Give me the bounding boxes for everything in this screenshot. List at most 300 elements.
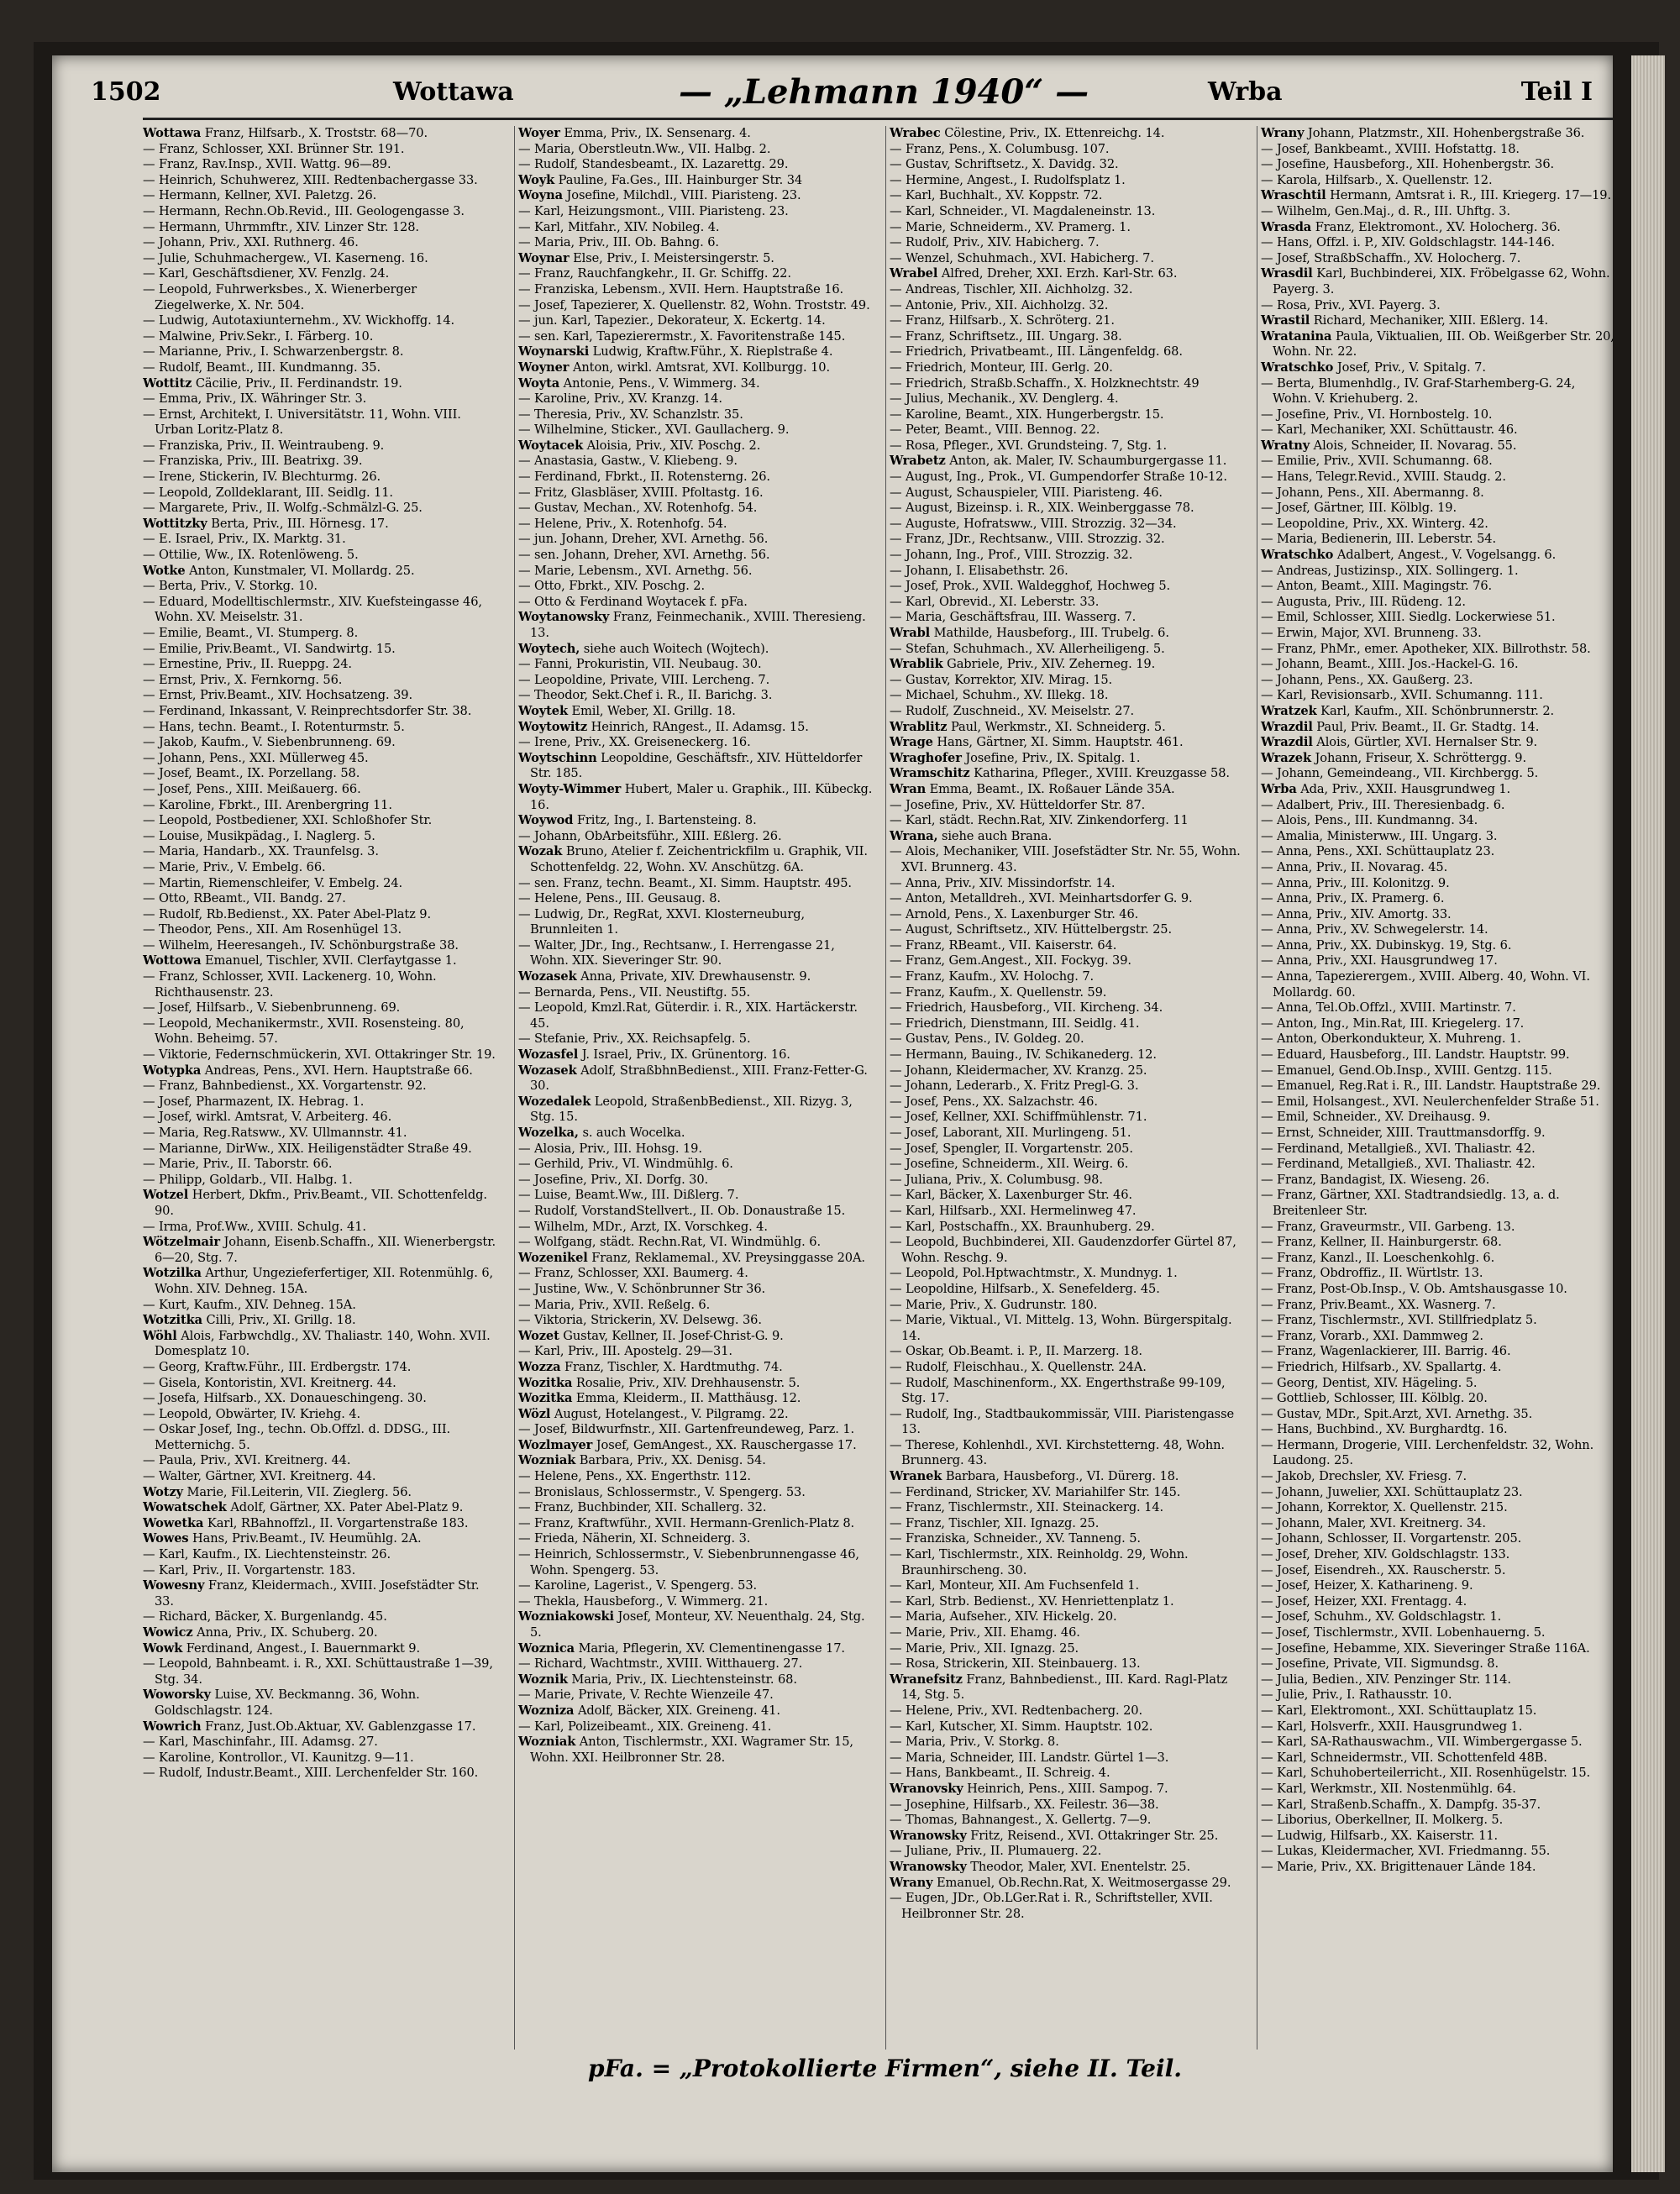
directory-entry: — Ludwig, Dr., RegRat, XXVI. Klosterneuburg, Brunnleiten 1.: [518, 906, 805, 937]
directory-entry: — Marie, Priv., XX. Brigittenauer Lände 184.: [1261, 1859, 1536, 1874]
directory-entry: — Anna, Priv., XIV. Amortg. 33.: [1261, 906, 1452, 921]
directory-entry: — Emilie, Priv., XVII. Schumanng. 68.: [1261, 454, 1493, 469]
directory-entry: — Marie, Viktual., VI. Mittelg. 13, Wohn. Bürgerspitalg. 14.: [890, 1313, 1232, 1343]
directory-entry: — Rudolf, Standesbeamt., IX. Lazarettg. 29.: [518, 157, 789, 172]
directory-entry: — Franz, JDr., Rechtsanw., VIII. Strozzig. 32.: [890, 532, 1165, 547]
directory-entry: Woznica Maria, Pflegerin, XV. Clementinengasse 17.: [518, 1640, 845, 1656]
directory-entry: — Franz, Wagenlackierer, III. Barrig. 46.: [1261, 1344, 1511, 1359]
directory-entry: Wotypka Andreas, Pens., XVI. Hern. Hauptstraße 66.: [143, 1063, 473, 1078]
directory-entry: — Josef, Bankbeamt., XVIII. Hofstattg. 18.: [1261, 141, 1520, 156]
directory-entry: — Franziska, Priv., III. Beatrixg. 39.: [143, 454, 363, 469]
directory-entry: — Richard, Bäcker, X. Burgenlandg. 45.: [143, 1609, 387, 1625]
directory-entry: — Anna, Tapezierergem., XVIII. Alberg. 40, Wohn. VI. Mollardg. 60.: [1261, 969, 1590, 1000]
directory-entry: — Ferdinand, Inkassant, V. Reinprechtsdorfer Str. 38.: [143, 703, 472, 718]
directory-entry: — Hans, Telegr.Revid., XVIII. Staudg. 2.: [1261, 470, 1506, 485]
directory-entry: — Leopoldine, Priv., XX. Winterg. 42.: [1261, 516, 1488, 531]
directory-entry: — Karl, SA-Rathauswachm., VII. Wimbergergasse 5.: [1261, 1735, 1583, 1750]
directory-entry: — Jakob, Kaufm., V. Siebenbrunneng. 69.: [143, 735, 396, 750]
directory-entry: — Josef, Schuhm., XV. Goldschlagstr. 1.: [1261, 1609, 1502, 1625]
directory-entry: — Anton, Oberkondukteur, X. Muhreng. 1.: [1261, 1031, 1521, 1047]
directory-entry: — Karl, Mitfahr., XIV. Nobileg. 4.: [518, 219, 720, 234]
directory-entry: — Franz, Rav.Insp., XVII. Wattg. 96—89.: [143, 157, 391, 172]
directory-entry: — Marie, Priv., X. Gudrunstr. 180.: [890, 1297, 1098, 1312]
directory-entry: — Franz, RBeamt., VII. Kaiserstr. 64.: [890, 937, 1117, 953]
directory-entry: — Johann, Pens., XII. Abermanng. 8.: [1261, 485, 1484, 500]
directory-entry: — Karl, Mechaniker, XXI. Schüttaustr. 46.: [1261, 423, 1518, 438]
page-title: — „Lehmann 1940“ —: [679, 72, 1089, 112]
directory-entry: — Anton, Ing., Min.Rat, III. Kriegelerg. 17.: [1261, 1016, 1525, 1031]
directory-entry: — Bernarda, Pens., VII. Neustiftg. 55.: [518, 984, 751, 1000]
directory-entry: — Otto, RBeamt., VII. Bandg. 27.: [143, 891, 346, 906]
directory-entry: — Lukas, Kleidermacher, XVI. Friedmanng. 55.: [1261, 1844, 1551, 1859]
directory-entry: — Ottilie, Ww., IX. Rotenlöweng. 5.: [143, 548, 359, 563]
directory-entry: Wrasdil Karl, Buchbinderei, XIX. Fröbelgasse 62, Wohn. Payerg. 3.: [1261, 266, 1610, 297]
directory-entry: — Karl, Schneidermstr., VII. Schottenfeld 48B.: [1261, 1750, 1547, 1765]
directory-entry: — Arnold, Pens., X. Laxenburger Str. 46.: [890, 906, 1139, 921]
directory-entry: — Theodor, Sekt.Chef i. R., II. Barichg. 3.: [518, 688, 773, 703]
directory-entry: — Josephine, Hilfsarb., XX. Feilestr. 36—38.: [890, 1797, 1159, 1812]
directory-entry: — Franz, Hilfsarb., X. Schröterg. 21.: [890, 313, 1115, 328]
directory-entry: — Stefan, Schuhmach., XV. Allerheiligeng. 5.: [890, 641, 1165, 656]
directory-entry: — Leopold, Fuhrwerksbes., X. Wienerberger Ziegelwerke, X. Nr. 504.: [143, 281, 417, 312]
directory-entry: — Gustav, Pens., IV. Goldeg. 20.: [890, 1031, 1084, 1047]
directory-entry: — August, Ing., Prok., VI. Gumpendorfer Straße 10-12.: [890, 470, 1227, 485]
directory-entry: — Hans, Buchbind., XV. Burghardtg. 16.: [1261, 1422, 1508, 1437]
directory-entry: — Johann, Ing., Prof., VIII. Strozzig. 32.: [890, 548, 1133, 563]
directory-entry: Wottitz Cäcilie, Priv., II. Ferdinandstr. 19.: [143, 375, 402, 391]
directory-entry: Wrazdil Paul, Priv. Beamt., II. Gr. Stadtg. 14.: [1261, 719, 1540, 734]
directory-entry: — Bronislaus, Schlossermstr., V. Spengerg. 53.: [518, 1484, 806, 1499]
directory-entry: — Josef, Laborant, XII. Murlingeng. 51.: [890, 1126, 1131, 1140]
directory-entry: Woworsky Luise, XV. Beckmanng. 36, Wohn. Goldschlagstr. 124.: [143, 1687, 420, 1718]
directory-entry: — Josef, Beamt., IX. Porzellang. 58.: [143, 766, 360, 781]
directory-entry: — Franz, Post-Ob.Insp., V. Ob. Amtshausgasse 10.: [1261, 1281, 1567, 1296]
directory-entry: — Alois, Mechaniker, VIII. Josefstädter Str. Nr. 55, Wohn. XVI. Brunnerg. 43.: [890, 844, 1241, 874]
directory-entry: — Ernst, Schneider, XIII. Trauttmansdorffg. 9.: [1261, 1126, 1546, 1140]
directory-entry: Wozlmayer Josef, GemAngest., XX. Rauschergasse 17.: [518, 1437, 857, 1452]
left-keyword: Wottawa: [393, 77, 514, 107]
directory-entry: Wozasfel J. Israel, Priv., IX. Grünentorg. 16.: [518, 1047, 790, 1063]
directory-entry: Wowes Hans, Priv.Beamt., IV. Heumühlg. 2A.: [143, 1531, 422, 1546]
directory-entry: — Emilie, Beamt., VI. Stumperg. 8.: [143, 626, 359, 640]
directory-entry: Wowicz Anna, Priv., IX. Schuberg. 20.: [143, 1625, 378, 1640]
directory-entry: — Hermann, Uhrmmftr., XIV. Linzer Str. 128.: [143, 219, 419, 234]
directory-entry: Woytschinn Leopoldine, Geschäftsfr., XIV. Hütteldorfer Str. 185.: [518, 750, 863, 781]
directory-entry: — Karl, Holsverfr., XXII. Hausgrundweg 1.: [1261, 1719, 1523, 1734]
directory-entry: Wottitzky Berta, Priv., III. Hörnesg. 17.: [143, 516, 389, 531]
directory-entry: — Karl, Strb. Bedienst., XV. Henriettenplatz 1.: [890, 1593, 1174, 1609]
directory-entry: — Rudolf, VorstandStellvert., II. Ob. Donaustraße 15.: [518, 1203, 846, 1218]
directory-entry: — Karl, Postschaffn., XX. Braunhuberg. 29.: [890, 1219, 1155, 1234]
directory-entry: — Walter, Gärtner, XVI. Kreitnerg. 44.: [143, 1469, 376, 1484]
column-3: [885, 126, 1245, 2050]
directory-entry: — Eduard, Modelltischlermstr., XIV. Kuefsteingasse 46, Wohn. XV. Meiselstr. 31.: [143, 594, 482, 625]
directory-entry: — Marie, Priv., V. Embelg. 66.: [143, 859, 326, 874]
directory-entry: — Justine, Ww., V. Schönbrunner Str 36.: [518, 1281, 766, 1296]
directory-entry: — Karl, Priv., III. Apostelg. 29—31.: [518, 1344, 732, 1359]
directory-entry: — Emanuel, Gend.Ob.Insp., XVIII. Gentzg. 115.: [1261, 1063, 1552, 1078]
directory-entry: Woywod Fritz, Ing., I. Bartensteing. 8.: [518, 813, 757, 828]
directory-entry: — Fanni, Prokuristin, VII. Neubaug. 30.: [518, 657, 762, 672]
directory-entry: — Karoline, Kontrollor., VI. Kaunitzg. 9—11.: [143, 1750, 414, 1765]
directory-entry: — Wilhelmine, Sticker., XVI. Gaullacherg. 9.: [518, 423, 790, 438]
directory-entry: — Karl, Schuhoberteilerricht., XII. Rosenhügelstr. 15.: [1261, 1766, 1591, 1781]
directory-entry: — Marianne, DirWw., XIX. Heiligenstädter Straße 49.: [143, 1141, 472, 1156]
directory-entry: — Josef, wirkl. Amtsrat, V. Arbeiterg. 46.: [143, 1110, 392, 1125]
directory-entry: — Karl, Straßenb.Schaffn., X. Dampfg. 35-37.: [1261, 1797, 1541, 1812]
directory-entry: — Anton, Beamt., XIII. Magingstr. 76.: [1261, 579, 1493, 594]
directory-entry: — Martin, Riemenschleifer, V. Embelg. 24.: [143, 875, 403, 890]
directory-entry: — Karl, Priv., II. Vorgartenstr. 183.: [143, 1562, 356, 1577]
directory-entry: — Anna, Priv., IX. Pramerg. 6.: [1261, 891, 1445, 906]
directory-entry: — Oskar, Ob.Beamt. i. P., II. Marzerg. 18.: [890, 1344, 1142, 1359]
directory-entry: Woytowitz Heinrich, RAngest., II. Adamsg. 15.: [518, 719, 809, 734]
directory-entry: — Johann, Pens., XX. Gaußerg. 23.: [1261, 672, 1473, 687]
directory-entry: Wrabel Alfred, Dreher, XXI. Erzh. Karl-Str. 63.: [890, 266, 1178, 281]
directory-entry: — Anna, Priv., XV. Schwegelerstr. 14.: [1261, 922, 1488, 937]
directory-entry: — Johann, ObArbeitsführ., XIII. Eßlerg. 26.: [518, 828, 782, 843]
directory-entry: — Ludwig, Hilfsarb., XX. Kaiserstr. 11.: [1261, 1828, 1499, 1843]
directory-entry: — Marie, Priv., XII. Ehamg. 46.: [890, 1625, 1080, 1640]
directory-entry: Woyk Pauline, Fa.Ges., III. Hainburger Str. 34: [518, 172, 803, 187]
directory-entry: — Hans, techn. Beamt., I. Rotenturmstr. 5.: [143, 719, 405, 734]
directory-entry: — Hans, Bankbeamt., II. Schreig. 4.: [890, 1766, 1110, 1781]
directory-entry: — Johann, Maler, XVI. Kreitnerg. 34.: [1261, 1515, 1486, 1530]
directory-entry: — Louise, Musikpädag., I. Naglerg. 5.: [143, 828, 375, 843]
directory-entry: — Hermann, Kellner, XVI. Paletzg. 26.: [143, 188, 377, 203]
directory-entry: Wozet Gustav, Kellner, II. Josef-Christ-G. 9.: [518, 1328, 784, 1343]
directory-entry: Wozitka Emma, Kleiderm., II. Matthäusg. 12.: [518, 1391, 801, 1406]
directory-entry: Wrazdil Alois, Gürtler, XVI. Hernalser Str. 9.: [1261, 735, 1538, 750]
directory-entry: — Rosa, Strickerin, XII. Steinbauerg. 13.: [890, 1656, 1141, 1672]
directory-entry: — Karl, Schneider., VI. Magdaleneinstr. 13.: [890, 203, 1156, 218]
directory-entry: — August, Schriftsetz., XIV. Hüttelbergstr. 25.: [890, 922, 1173, 937]
directory-entry: — Leopoldine, Private, VIII. Lercheng. 7.: [518, 672, 770, 687]
directory-entry: — Johann, Korrektor, X. Quellenstr. 215.: [1261, 1500, 1508, 1515]
directory-entry: Wozenikel Franz, Reklamemal., XV. Preysinggasse 20A.: [518, 1250, 865, 1265]
directory-entry: Wran Emma, Beamt., IX. Roßauer Lände 35A.: [890, 781, 1175, 796]
directory-entry: — jun. Johann, Dreher, XVI. Arnethg. 56.: [518, 532, 769, 547]
directory-entry: Wowesny Franz, Kleidermach., XVIII. Josefstädter Str. 33.: [143, 1578, 480, 1609]
directory-entry: — Peter, Beamt., VIII. Bennog. 22.: [890, 423, 1100, 438]
directory-entry: — Walter, JDr., Ing., Rechtsanw., I. Herrengasse 21, Wohn. XIX. Sieveringer Str. 90.: [518, 937, 835, 968]
directory-entry: Wowetka Karl, RBahnoffzl., II. Vorgartenstraße 183.: [143, 1515, 469, 1530]
directory-entry: — sen. Karl, Tapezierermstr., X. Favoritenstraße 145.: [518, 328, 846, 344]
directory-entry: — sen. Johann, Dreher, XVI. Arnethg. 56.: [518, 548, 770, 563]
directory-entry: Woyty-Wimmer Hubert, Maler u. Graphik., III. Kübeckg. 16.: [518, 781, 873, 812]
directory-entry: — Friedrich, Privatbeamt., III. Längenfeldg. 68.: [890, 344, 1183, 360]
directory-entry: — Josef, Eisendreh., XX. Rauscherstr. 5.: [1261, 1562, 1506, 1577]
directory-entry: — Anna, Tel.Ob.Offzl., XVIII. Martinstr. 7.: [1261, 1000, 1516, 1016]
directory-entry: — Juliana, Priv., X. Columbusg. 98.: [890, 1172, 1103, 1187]
directory-entry: — Karl, Werkmstr., XII. Nostenmühlg. 64.: [1261, 1781, 1516, 1796]
directory-entry: — Eugen, JDr., Ob.LGer.Rat i. R., Schriftsteller, XVII. Heilbronner Str. 28.: [890, 1891, 1213, 1921]
directory-entry: Wozelka, s. auch Wocelka.: [518, 1126, 685, 1140]
directory-entry: — Rudolf, Fleischhau., X. Quellenstr. 24A.: [890, 1359, 1147, 1374]
directory-entry: — Josefine, Priv., VI. Hornbostelg. 10.: [1261, 407, 1493, 422]
directory-entry: Woznik Maria, Priv., IX. Liechtensteinstr. 68.: [518, 1672, 797, 1687]
directory-entry: — Hermine, Angest., I. Rudolfsplatz 1.: [890, 172, 1126, 187]
directory-entry: — Josef, Tapezierer, X. Quellenstr. 82, Wohn. Troststr. 49.: [518, 297, 870, 312]
directory-entry: — Rudolf, Ing., Stadtbaukommissär, VIII. Piaristengasse 13.: [890, 1406, 1235, 1437]
directory-entry: — Johann, Pens., XXI. Müllerweg 45.: [143, 750, 369, 765]
directory-entry: Woytek Emil, Weber, XI. Grillg. 18.: [518, 703, 736, 718]
directory-entry: — Stefanie, Priv., XX. Reichsapfelg. 5.: [518, 1031, 751, 1047]
directory-entry: — Karl, städt. Rechn.Rat, XIV. Zinkendorferg. 11: [890, 813, 1189, 828]
directory-entry: — Josefine, Priv., XV. Hütteldorfer Str. 87.: [890, 797, 1146, 812]
directory-entry: — Gustav, Schriftsetz., X. Davidg. 32.: [890, 157, 1119, 172]
directory-entry: — Maria, Oberstleutn.Ww., VII. Halbg. 2.: [518, 141, 771, 156]
part-label: Teil I: [1520, 77, 1593, 107]
directory-entry: Wratny Alois, Schneider, II. Novarag. 55.: [1261, 438, 1517, 453]
directory-entry: — Karoline, Lagerist., V. Spengerg. 53.: [518, 1578, 758, 1593]
directory-entry: — Friedrich, Hilfsarb., XV. Spallartg. 4.: [1261, 1359, 1502, 1374]
directory-entry: Wratanina Paula, Viktualien, III. Ob. Weißgerber Str. 20, Wohn. Nr. 22.: [1261, 328, 1614, 360]
directory-entry: — Alosia, Priv., III. Hohsg. 19.: [518, 1141, 702, 1156]
directory-entry: Wowk Ferdinand, Angest., I. Bauernmarkt 9.: [143, 1640, 420, 1656]
directory-entry: — Franz, Kanzl., II. Loeschenkohlg. 6.: [1261, 1250, 1495, 1265]
directory-entry: — Emil, Holsangest., XVI. Neulerchenfelder Straße 51.: [1261, 1094, 1599, 1109]
directory-entry: — Josef, StraßbSchaffn., XV. Holocherg. 7.: [1261, 250, 1521, 265]
directory-entry: — Franz, Priv.Beamt., XX. Wasnerg. 7.: [1261, 1297, 1496, 1312]
directory-entry: Wraschtil Hermann, Amtsrat i. R., III. Kriegerg. 17—19.: [1261, 188, 1611, 203]
directory-entry: — Franz, Kellner, II. Hainburgerstr. 68.: [1261, 1235, 1502, 1250]
directory-entry: — Karl, Hilfsarb., XXI. Hermelinweg 47.: [890, 1203, 1137, 1218]
directory-entry: — Frieda, Näherin, XI. Schneiderg. 3.: [518, 1531, 751, 1546]
directory-entry: — Hermann, Rechn.Ob.Revid., III. Geologengasse 3.: [143, 203, 465, 218]
directory-entry: — Josef, Pens., XIII. Meißauerg. 66.: [143, 781, 361, 796]
directory-entry: — Leopold, Postbediener, XXI. Schloßhofer Str.: [143, 813, 433, 828]
directory-entry: — Leopold, Obwärter, IV. Kriehg. 4.: [143, 1406, 361, 1421]
directory-entry: Wranovsky Heinrich, Pens., XIII. Sampog. 7.: [890, 1781, 1168, 1796]
directory-entry: Wratzek Karl, Kaufm., XII. Schönbrunnerstr. 2.: [1261, 703, 1555, 718]
directory-entry: — Johann, Gemeindeang., VII. Kirchbergg. 5.: [1261, 766, 1539, 781]
column-2: [514, 126, 874, 2050]
directory-entry: — Hans, Offzl. i. P., XIV. Goldschlagstr. 144-146.: [1261, 235, 1555, 250]
directory-entry: — Hermann, Drogerie, VIII. Lerchenfeldstr. 32, Wohn. Laudong. 25.: [1261, 1437, 1594, 1468]
directory-entry: — Thekla, Hausbeforg., V. Wimmerg. 21.: [518, 1593, 769, 1609]
directory-entry: Wrazek Johann, Friseur, X. Schröttergg. 9.: [1261, 750, 1526, 765]
directory-entry: — Rudolf, Zuschneid., XV. Meiselstr. 27.: [890, 703, 1135, 718]
directory-entry: Wozedalek Leopold, StraßenbBedienst., XII. Rizyg. 3, Stg. 15.: [518, 1094, 853, 1125]
directory-entry: — Kurt, Kaufm., XIV. Dehneg. 15A.: [143, 1297, 356, 1312]
directory-entry: — Karl, Tischlermstr., XIX. Reinholdg. 29, Wohn. Braunhirscheng. 30.: [890, 1547, 1189, 1577]
directory-entry: — Julie, Priv., I. Rathausstr. 10.: [1261, 1687, 1452, 1703]
directory-entry: — Karl, Geschäftsdiener, XV. Fenzlg. 24.: [143, 266, 390, 281]
directory-entry: — Rudolf, Beamt., III. Kundmanng. 35.: [143, 360, 381, 375]
directory-entry: — Ernestine, Priv., II. Rueppg. 24.: [143, 657, 352, 672]
directory-entry: — Josef, Dreher, XIV. Goldschlagstr. 133.: [1261, 1547, 1510, 1562]
directory-entry: — Rudolf, Priv., XIV. Habicherg. 7.: [890, 235, 1100, 250]
directory-entry: — Leopold, Kmzl.Rat, Güterdir. i. R., XIX. Hartäckerstr. 45.: [518, 1000, 858, 1031]
directory-entry: — Karoline, Priv., XV. Kranzg. 14.: [518, 391, 722, 407]
directory-entry: — Josef, Kellner, XXI. Schiffmühlenstr. 71.: [890, 1110, 1147, 1125]
directory-entry: — E. Israel, Priv., IX. Marktg. 31.: [143, 532, 346, 547]
directory-entry: — Rudolf, Maschinenform., XX. Engerthstraße 99-109, Stg. 17.: [890, 1375, 1226, 1406]
directory-entry: — Heinrich, Schlossermstr., V. Siebenbrunnengasse 46, Wohn. Spengerg. 53.: [518, 1547, 859, 1577]
directory-entry: — Marianne, Priv., I. Schwarzenbergstr. 8.: [143, 344, 404, 360]
directory-entry: Wotzel Herbert, Dkfm., Priv.Beamt., VII. Schottenfeldg. 90.: [143, 1188, 487, 1218]
directory-entry: Woyta Antonie, Pens., V. Wimmerg. 34.: [518, 375, 760, 391]
directory-entry: Woynarski Ludwig, Kraftw.Führ., X. Rieplstraße 4.: [518, 344, 833, 360]
directory-entry: — Ferdinand, Metallgieß., XVI. Thaliastr. 42.: [1261, 1157, 1536, 1172]
directory-entry: — Johann, Schlosser, II. Vorgartenstr. 205.: [1261, 1531, 1522, 1546]
directory-entry: — Marie, Priv., XII. Ignazg. 25.: [890, 1640, 1079, 1656]
directory-entry: Wramschitz Katharina, Pfleger., XVIII. Kreuzgasse 58.: [890, 766, 1230, 781]
directory-entry: — Eduard, Hausbeforg., III. Landstr. Hauptstr. 99.: [1261, 1047, 1570, 1063]
directory-entry: Wowatschek Adolf, Gärtner, XX. Pater Abel-Platz 9.: [143, 1500, 464, 1515]
directory-entry: — Josef, Heizer, XXI. Frentagg. 4.: [1261, 1593, 1467, 1609]
directory-entry: Woyner Anton, wirkl. Amtsrat, XVI. Kollburgg. 10.: [518, 360, 830, 375]
directory-entry: — Josefine, Private, VII. Sigmundsg. 8.: [1261, 1656, 1499, 1672]
directory-entry: Wotzitka Cilli, Priv., XI. Grillg. 18.: [143, 1313, 356, 1328]
directory-entry: — Franz, Schlosser, XVII. Lackenerg. 10, Wohn. Richthausenstr. 23.: [143, 969, 437, 1000]
directory-entry: — Josef, Gärtner, III. Kölblg. 19.: [1261, 501, 1457, 516]
directory-entry: — Franz, Schlosser, XXI. Baumerg. 4.: [518, 1266, 748, 1281]
directory-entry: — Johann, Lederarb., X. Fritz Pregl-G. 3.: [890, 1079, 1139, 1094]
directory-entry: — Friedrich, Straßb.Schaffn., X. Holzknechtstr. 49: [890, 375, 1200, 391]
directory-entry: Wöhl Alois, Farbwchdlg., XV. Thaliastr. 140, Wohn. XVII. Domesplatz 10.: [143, 1328, 491, 1359]
directory-entry: — Josef, Spengler, II. Vorgartenstr. 205.: [890, 1141, 1133, 1156]
directory-entry: — Auguste, Hofratsww., VIII. Strozzig. 32—34.: [890, 516, 1177, 531]
directory-entry: — Friedrich, Hausbeforg., VII. Kircheng. 34.: [890, 1000, 1163, 1016]
directory-entry: — Emanuel, Reg.Rat i. R., III. Landstr. Hauptstraße 29.: [1261, 1079, 1601, 1094]
directory-entry: Woynar Else, Priv., I. Meistersingerstr. 5.: [518, 250, 774, 265]
directory-entry: — Otto & Ferdinand Woytacek f. pFa.: [518, 594, 748, 609]
column-1: [143, 126, 498, 2050]
directory-entry: Wozniak Anton, Tischlermstr., XXI. Wagramer Str. 15, Wohn. XXI. Heilbronner Str. 28.: [518, 1735, 853, 1765]
directory-entry: Wrany Emanuel, Ob.Rechn.Rat, X. Weitmosergasse 29.: [890, 1875, 1231, 1890]
directory-entry: — Thomas, Bahnangest., X. Gellertg. 7—9.: [890, 1813, 1152, 1828]
directory-entry: — Johann, Juwelier, XXI. Schüttauplatz 23.: [1261, 1484, 1523, 1499]
directory-entry: — Emil, Schneider., XV. Dreihausg. 9.: [1261, 1110, 1491, 1125]
directory-entry: — Irene, Priv., XX. Greiseneckerg. 16.: [518, 735, 751, 750]
directory-entry: — Gustav, Mechan., XV. Rotenhofg. 54.: [518, 501, 758, 516]
directory-entry: — Hermann, Bauing., IV. Schikanederg. 12.: [890, 1047, 1157, 1063]
directory-entry: — Johann, Beamt., XIII. Jos.-Hackel-G. 16.: [1261, 657, 1519, 672]
directory-entry: Wotke Anton, Kunstmaler, VI. Mollardg. 25.: [143, 563, 415, 578]
directory-entry: Wrany Johann, Platzmstr., XII. Hohenbergstraße 36.: [1261, 126, 1585, 140]
directory-entry: Wratschko Adalbert, Angest., V. Vogelsangg. 6.: [1261, 548, 1557, 563]
directory-entry: — Karl, Polizeibeamt., XIX. Greineng. 41.: [518, 1719, 772, 1734]
directory-entry: — Wolfgang, städt. Rechn.Rat, VI. Windmühlg. 6.: [518, 1235, 821, 1250]
directory-entry: — Jakob, Drechsler, XV. Friesg. 7.: [1261, 1469, 1467, 1484]
directory-entry: — Karl, Kaufm., IX. Liechtensteinstr. 26.: [143, 1547, 391, 1562]
directory-entry: — Heinrich, Schuhwerez, XIII. Redtenbachergasse 33.: [143, 172, 478, 187]
directory-entry: — sen. Franz, techn. Beamt., XI. Simm. Hauptstr. 495.: [518, 875, 852, 890]
directory-entry: — Maria, Priv., III. Ob. Bahng. 6.: [518, 235, 719, 250]
directory-entry: — August, Bizeinsp. i. R., XIX. Weinberggasse 78.: [890, 501, 1194, 516]
directory-entry: — Karl, Revisionsarb., XVII. Schumanng. 111.: [1261, 688, 1543, 703]
directory-entry: — Luise, Beamt.Ww., III. Dißlerg. 7.: [518, 1188, 739, 1203]
directory-entry: Wrana, siehe auch Brana.: [890, 828, 1053, 843]
directory-entry: — Wilhelm, Heeresangeh., IV. Schönburgstraße 38.: [143, 937, 459, 953]
directory-entry: — Augusta, Priv., III. Rüdeng. 12.: [1261, 594, 1466, 609]
directory-entry: Wözl August, Hotelangest., V. Pilgramg. 22.: [518, 1406, 789, 1421]
directory-entry: — Marie, Private, V. Rechte Wienzeile 47.: [518, 1687, 774, 1703]
directory-entry: — Julius, Mechanik., XV. Denglerg. 4.: [890, 391, 1119, 407]
directory-entry: Wowrich Franz, Just.Ob.Aktuar, XV. Gablenzgasse 17.: [143, 1719, 476, 1734]
directory-entry: — Franz, Kaufm., XV. Holochg. 7.: [890, 969, 1095, 984]
directory-entry: Wrablitz Paul, Werkmstr., XI. Schneiderg. 5.: [890, 719, 1166, 734]
directory-entry: — Franz, Tischler, XII. Ignazg. 25.: [890, 1515, 1100, 1530]
directory-entry: Wotzy Marie, Fil.Leiterin, VII. Zieglerg. 56.: [143, 1484, 412, 1499]
directory-entry: — Viktoria, Strickerin, XV. Delsewg. 36.: [518, 1313, 762, 1328]
directory-entry: — Philipp, Goldarb., VII. Halbg. 1.: [143, 1172, 353, 1187]
directory-entry: Wozasek Anna, Private, XIV. Drewhausenstr. 9.: [518, 969, 811, 984]
directory-entry: — Marie, Schneiderm., XV. Pramerg. 1.: [890, 219, 1131, 234]
directory-entry: — Karl, Elektromont., XXI. Schüttauplatz 15.: [1261, 1703, 1537, 1718]
directory-entry: Wozza Franz, Tischler, X. Hardtmuthg. 74.: [518, 1359, 783, 1374]
directory-entry: — Liborius, Oberkellner, II. Molkerg. 5.: [1261, 1813, 1504, 1828]
directory-entry: Wrastil Richard, Mechaniker, XIII. Eßlerg. 14.: [1261, 313, 1549, 328]
directory-entry: Wozasek Adolf, StraßbhnBedienst., XIII. Franz-Fetter-G. 30.: [518, 1063, 868, 1094]
directory-entry: Woyna Josefine, Milchdl., VIII. Piaristeng. 23.: [518, 188, 801, 203]
directory-entry: — Josefine, Priv., XI. Dorfg. 30.: [518, 1172, 709, 1187]
directory-entry: Wranefsitz Franz, Bahnbedienst., III. Kard. Ragl-Platz 14, Stg. 5.: [890, 1672, 1228, 1703]
directory-entry: — Franz, Bahnbedienst., XX. Vorgartenstr. 92.: [143, 1079, 427, 1094]
directory-entry: — Karoline, Fbrkt., III. Arenbergring 11.: [143, 797, 392, 812]
directory-entry: — Franz, Graveurmstr., VII. Garbeng. 13.: [1261, 1219, 1515, 1234]
directory-entry: — Ferdinand, Fbrkt., II. Rotensterng. 26.: [518, 470, 770, 485]
directory-entry: — Josef, Tischlermstr., XVII. Lobenhauerng. 5.: [1261, 1625, 1546, 1640]
directory-entry: — Irma, Prof.Ww., XVIII. Schulg. 41.: [143, 1219, 366, 1234]
directory-entry: — Anton, Metalldreh., XVI. Meinhartsdorfer G. 9.: [890, 891, 1193, 906]
directory-entry: Woytanowsky Franz, Feinmechanik., XVIII. Theresieng. 13.: [518, 610, 866, 640]
directory-entry: Wozniakowski Josef, Monteur, XV. Neuenthalg. 24, Stg. 5.: [518, 1609, 865, 1640]
directory-entry: Wotzilka Arthur, Ungezieferfertiger, XII. Rotenmühlg. 6, Wohn. XIV. Dehneg. 15A.: [143, 1266, 494, 1296]
directory-entry: — Richard, Wachtmstr., XVIII. Witthauerg. 27.: [518, 1656, 803, 1672]
directory-entry: — Leopold, Mechanikermstr., XVII. Rosensteing. 80, Wohn. Beheimg. 57.: [143, 1016, 465, 1047]
directory-entry: — jun. Karl, Tapezier., Dekorateur, X. Eckertg. 14.: [518, 313, 826, 328]
directory-entry: — Rosa, Priv., XVI. Payerg. 3.: [1261, 297, 1441, 312]
directory-entry: Woyer Emma, Priv., IX. Sensenarg. 4.: [518, 126, 751, 140]
directory-entry: Wötzelmair Johann, Eisenb.Schaffn., XII. Wienerbergstr. 6—20, Stg. 7.: [143, 1235, 496, 1265]
directory-entry: — Josef, Hilfsarb., V. Siebenbrunneng. 69.: [143, 1000, 401, 1016]
directory-entry: — Viktorie, Federnschmückerin, XVI. Ottakringer Str. 19.: [143, 1047, 496, 1063]
directory-entry: — Emma, Priv., IX. Währinger Str. 3.: [143, 391, 367, 407]
directory-entry: — Karoline, Beamt., XIX. Hungerbergstr. 15.: [890, 407, 1164, 422]
directory-entry: — Franz, PhMr., emer. Apotheker, XIX. Billrothstr. 58.: [1261, 641, 1591, 656]
directory-entry: — Maria, Schneider, III. Landstr. Gürtel 1—3.: [890, 1750, 1169, 1765]
directory-entry: — Rosa, Pfleger., XVI. Grundsteing. 7, Stg. 1.: [890, 438, 1168, 453]
directory-entry: — Franz, Tischlermstr., XVI. Stillfriedplatz 5.: [1261, 1313, 1537, 1328]
right-keyword: Wrba: [1208, 77, 1283, 107]
directory-entry: — Berta, Blumenhdlg., IV. Graf-Starhemberg-G. 24, Wohn. V. Kriehuberg. 2.: [1261, 375, 1576, 407]
directory-entry: — Karl, Bäcker, X. Laxenburger Str. 46.: [890, 1188, 1132, 1203]
directory-entry: — Franz, Bandagist, IX. Wieseng. 26.: [1261, 1172, 1490, 1187]
directory-entry: — Gustav, Korrektor, XIV. Mirag. 15.: [890, 672, 1113, 687]
directory-entry: Woytacek Aloisia, Priv., XIV. Poschg. 2.: [518, 438, 761, 453]
directory-entry: — Adalbert, Priv., III. Theresienbadg. 6.: [1261, 797, 1505, 812]
directory-entry: — Josefine, Schneiderm., XII. Weirg. 6.: [890, 1157, 1129, 1172]
directory-entry: — Fritz, Glasbläser, XVIII. Pfoltastg. 16.: [518, 485, 764, 500]
directory-entry: Wrabetz Anton, ak. Maler, IV. Schaumburgergasse 11.: [890, 454, 1227, 469]
directory-entry: — Josefine, Hebamme, XIX. Sieveringer Straße 116A.: [1261, 1640, 1590, 1656]
directory-entry: — Marie, Priv., II. Taborstr. 66.: [143, 1157, 333, 1172]
directory-entry: — Franz, Pens., X. Columbusg. 107.: [890, 141, 1110, 156]
directory-entry: — Franz, Gem.Angest., XII. Fockyg. 39.: [890, 953, 1131, 968]
directory-entry: — Maria, Bedienerin, III. Leberstr. 54.: [1261, 532, 1497, 547]
directory-entry: — Karl, Maschinfahr., III. Adamsg. 27.: [143, 1735, 378, 1750]
directory-entry: — Karl, Kutscher, XI. Simm. Hauptstr. 102.: [890, 1719, 1153, 1734]
directory-entry: — Helene, Priv., XVI. Redtenbacherg. 20.: [890, 1703, 1143, 1718]
directory-entry: — Ernst, Architekt, I. Universitätstr. 11, Wohn. VIII. Urban Loritz-Platz 8.: [143, 407, 461, 438]
directory-entry: — Berta, Priv., V. Storkg. 10.: [143, 579, 318, 594]
page-edges: [1631, 55, 1665, 2172]
directory-entry: — Andreas, Tischler, XII. Aichholzg. 32.: [890, 281, 1133, 297]
directory-entry: — Georg, Dentist, XIV. Hägeling. 5.: [1261, 1375, 1478, 1390]
